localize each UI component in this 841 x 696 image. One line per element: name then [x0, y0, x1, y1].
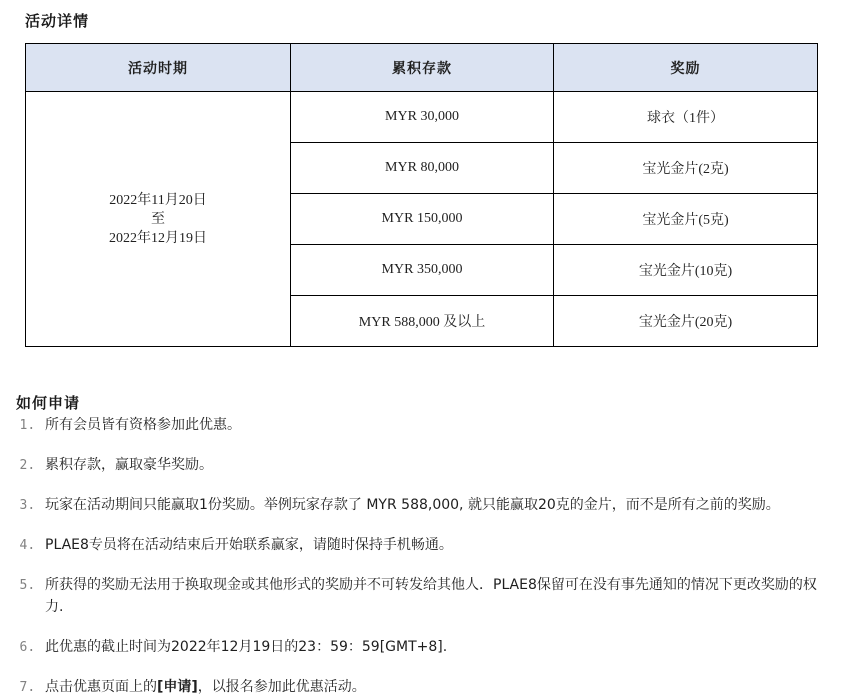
list-item	[43, 676, 828, 696]
period-start: 2022年11月20日	[109, 192, 207, 208]
list-item: 6. 此优惠的截止时间为2022年12月19日的23：59：59[GMT+8].	[43, 636, 828, 658]
apply-label: [申请]	[157, 679, 198, 695]
reward-cell: 宝光金片(5克)	[554, 194, 818, 245]
how-to-apply-list	[16, 414, 828, 696]
list-item-text: ，以报名参加此优惠活动。	[197, 679, 366, 695]
list-item: 3. 玩家在活动期间只能赢取1份奖励。举例玩家存款了 MYR 588,000, 就只能赢取20克的金片，而不是所有之前的奖励。	[43, 494, 828, 516]
deposit-cell: MYR 350,000	[291, 245, 554, 296]
deposit-cell: MYR 30,000	[291, 92, 554, 143]
header-deposit: 累积存款	[291, 44, 554, 92]
header-period: 活动时期	[26, 44, 291, 92]
table-header-row	[26, 44, 818, 92]
list-item: 1. 所有会员皆有资格参加此优惠。	[43, 414, 828, 436]
list-item: 5. 所获得的奖励无法用于换取现金或其他形式的奖励并不可转发给其他人．PLAE8保留可在没有事先通知的情况下更改奖励的权力.	[43, 574, 828, 618]
reward-cell: 宝光金片(20克)	[554, 296, 818, 347]
reward-cell: 宝光金片(2克)	[554, 143, 818, 194]
period-to: 至	[151, 211, 165, 227]
promo-table	[25, 43, 818, 347]
table-row	[26, 92, 818, 143]
page-title: 活动详情	[25, 12, 90, 30]
header-reward: 奖励	[554, 44, 818, 92]
deposit-cell: MYR 80,000	[291, 143, 554, 194]
list-item: 2. 累积存款，赢取豪华奖励。	[43, 454, 828, 476]
period-cell	[26, 92, 291, 347]
how-to-apply-title: 如何申请	[16, 394, 81, 412]
how-to-apply-section	[16, 392, 828, 696]
reward-cell: 球衣（1件）	[554, 92, 818, 143]
list-item-text: 点击优惠页面上的	[45, 679, 157, 695]
reward-cell: 宝光金片(10克)	[554, 245, 818, 296]
deposit-cell: MYR 588,000 及以上	[291, 296, 554, 347]
list-item: 4. PLAE8专员将在活动结束后开始联系赢家，请随时保持手机畅通。	[43, 534, 828, 556]
period-end: 2022年12月19日	[109, 230, 207, 246]
deposit-cell: MYR 150,000	[291, 194, 554, 245]
